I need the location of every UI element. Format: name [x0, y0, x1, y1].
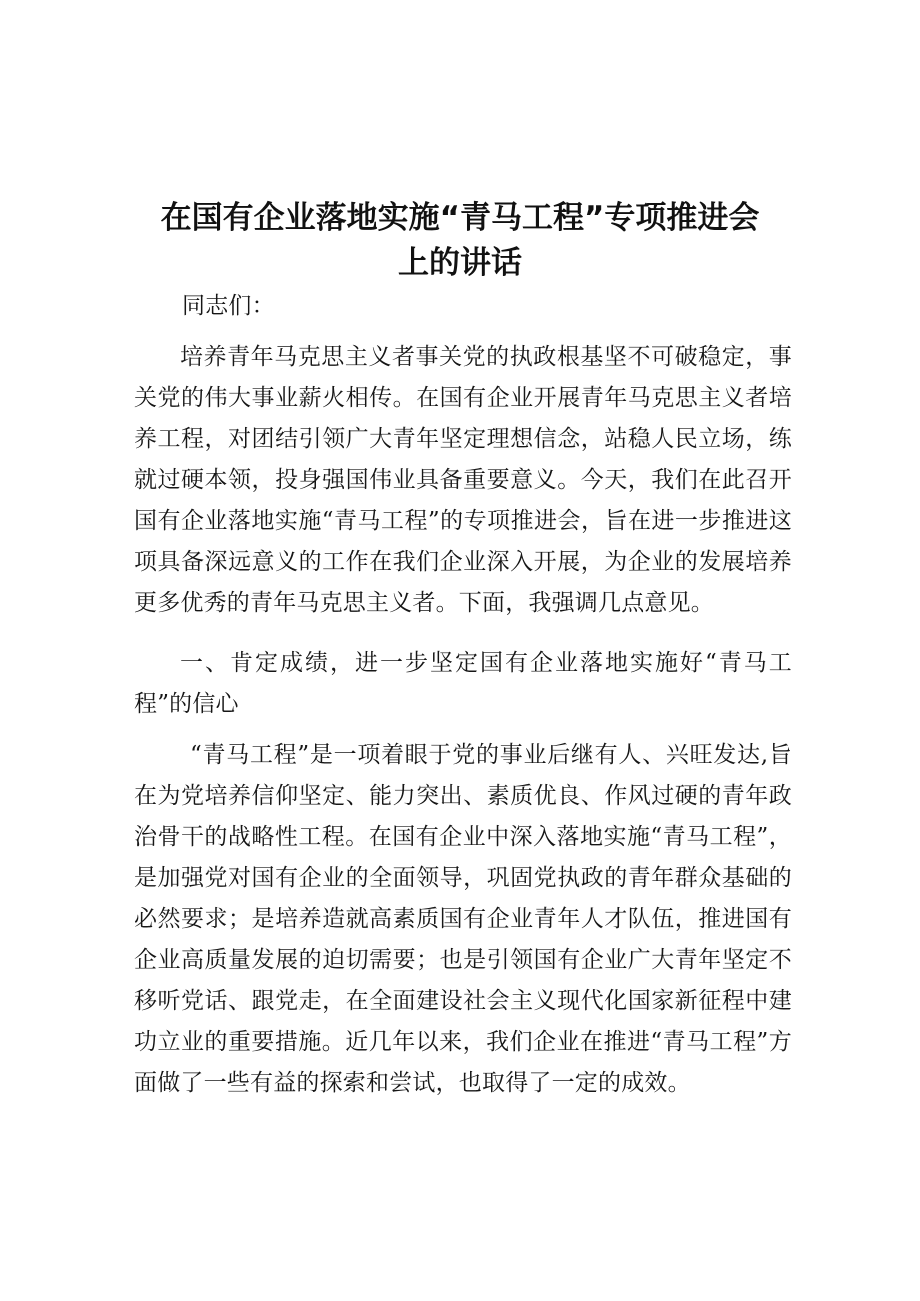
- section-heading-1: 一、肯定成绩，进一步坚定国有企业落地实施好“青马工程”的信心: [134, 650, 792, 717]
- greeting: 同志们：: [182, 293, 275, 319]
- paragraph-section-1: “青马工程”是一项着眼于党的事业后继有人、兴旺发达,旨在为党培养信仰坚定、能力突出、素质优良、作风过硬的青年政治骨干的战略性工程。在国有企业中深入落地实施“青马工程”，是加强党对国有企业的全面领导，巩固党执政的青年群众基础的必然要求；是培养造就高素质国有企业青年人才队伍，推进国有企业高质量发展的迫切需要；也是引领国有企业广大青年坚定不移听党话、跟党走，在全面建设社会主义现代化国家新征程中建功立业的重要措施。近几年以来，我们企业在推进“青马工程”方面做了一些有益的探索和尝试，也取得了一定的成效。: [134, 742, 792, 1096]
- document-title-line-2: 上的讲话: [398, 245, 522, 281]
- document-title-line-1: 在国有企业落地实施“青马工程”专项推进会: [160, 200, 760, 236]
- paragraph-intro: 培养青年马克思主义者事关党的执政根基坚不可破稳定，事关党的伟大事业薪火相传。在国有企业开展青年马克思主义者培养工程，对团结引领广大青年坚定理想信念，站稳人民立场，练就过硬本领，投身强国伟业具备重要意义。今天，我们在此召开国有企业落地实施“青马工程”的专项推进会，旨在进一步推进这项具备深远意义的工作在我们企业深入开展，为企业的发展培养更多优秀的青年马克思主义者。下面，我强调几点意见。: [134, 344, 792, 616]
